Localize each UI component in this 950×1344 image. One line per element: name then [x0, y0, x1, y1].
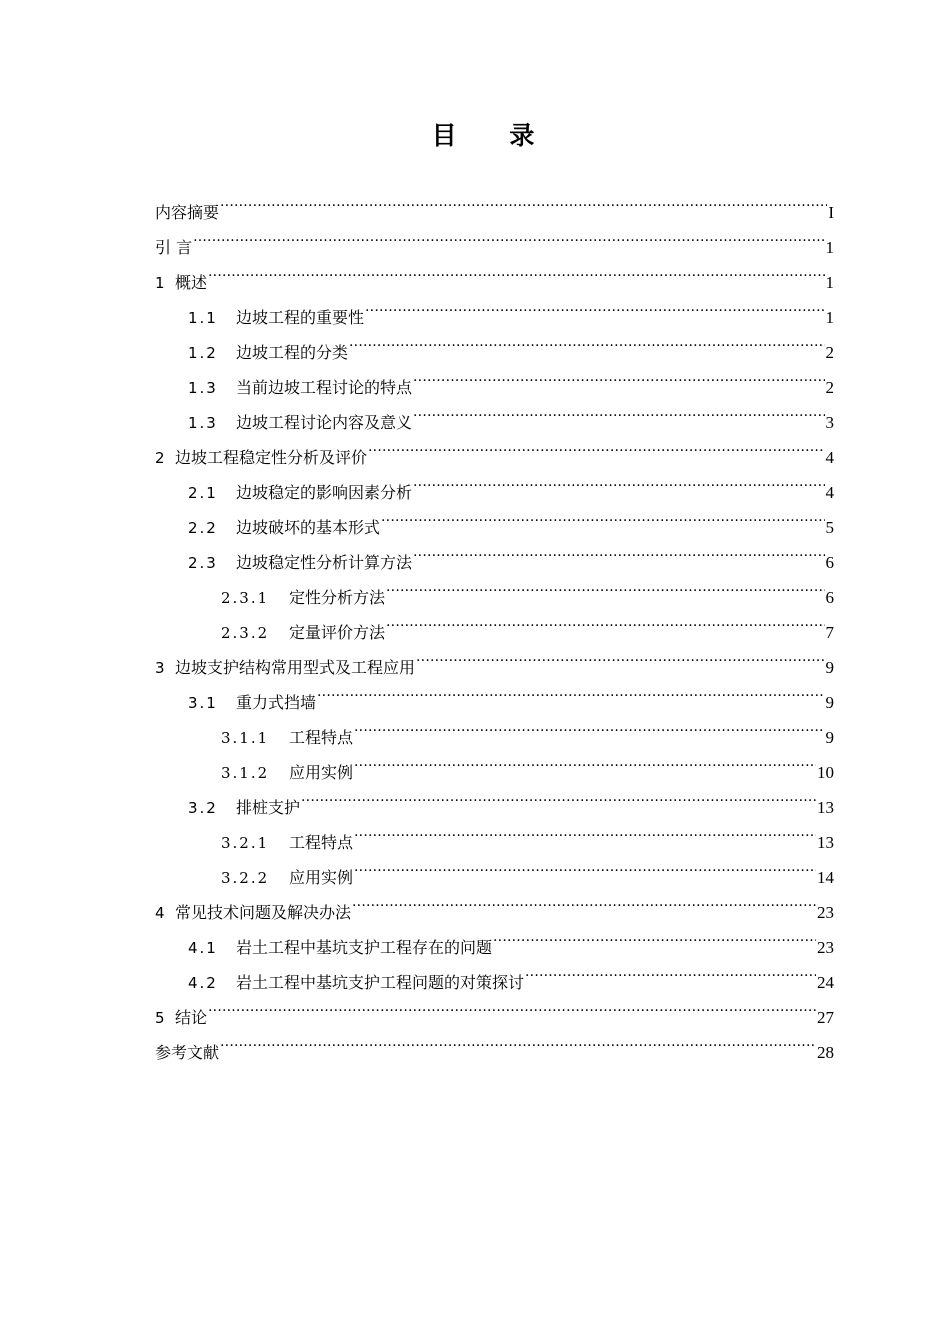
toc-entry-title: 概述 — [175, 273, 208, 292]
toc-entry-number: 1.1 — [188, 309, 218, 327]
toc-dot-leader — [413, 358, 824, 393]
toc-dot-leader — [354, 743, 816, 778]
toc-dot-leader — [352, 883, 816, 918]
toc-dot-leader — [220, 1023, 816, 1058]
toc-entry-1[interactable] — [155, 183, 834, 222]
toc-entry-title: 当前边坡工程讨论的特点 — [236, 378, 413, 397]
toc-entry-page: 6 — [825, 553, 834, 572]
toc-entry-number: 4.1 — [188, 939, 218, 957]
toc-dot-leader — [416, 638, 824, 673]
toc-entry-3[interactable] — [155, 253, 834, 292]
toc-entry-number: 2.2 — [188, 519, 218, 537]
toc-entry-number: 1.3 — [188, 379, 218, 397]
toc-entry-number: 3 — [155, 659, 167, 677]
toc-entry-title: 应用实例 — [289, 868, 354, 887]
toc-entry-title: 边坡工程的重要性 — [236, 308, 365, 327]
toc-entry-number: 3.2.1 — [221, 834, 270, 852]
toc-entry-title: 定性分析方法 — [289, 588, 386, 607]
toc-dot-leader — [381, 498, 824, 533]
toc-dot-leader — [354, 708, 824, 743]
toc-dot-leader — [354, 813, 816, 848]
toc-dot-leader — [368, 428, 824, 463]
toc-dot-leader — [301, 778, 816, 813]
toc-entry-24[interactable] — [155, 988, 834, 1027]
toc-entry-title: 重力式挡墙 — [236, 693, 317, 712]
toc-entry-page: 23 — [817, 903, 834, 922]
toc-dot-leader — [349, 323, 824, 358]
toc-entry-page: 7 — [825, 623, 834, 642]
toc-entry-4[interactable] — [155, 288, 834, 327]
toc-entry-page: 27 — [817, 1008, 834, 1027]
toc-entry-page: 1 — [825, 273, 834, 292]
toc-entry-page: 4 — [825, 483, 834, 502]
toc-entry-number: 2.3.1 — [221, 589, 270, 607]
toc-entry-page: 9 — [825, 658, 834, 677]
toc-dot-leader — [354, 848, 816, 883]
toc-entry-page: 28 — [817, 1043, 834, 1062]
toc-entry-title: 工程特点 — [289, 833, 354, 852]
toc-entry-page: 3 — [825, 413, 834, 432]
toc-dot-leader — [413, 533, 824, 568]
toc-entry-title: 结论 — [175, 1008, 208, 1027]
toc-entry-page: 14 — [817, 868, 834, 887]
toc-entry-number: 2 — [155, 449, 167, 467]
toc-entry-page: I — [828, 203, 834, 222]
toc-entry-25[interactable] — [155, 1023, 834, 1062]
toc-dot-leader — [386, 603, 824, 638]
toc-dot-leader — [220, 183, 827, 218]
toc-entry-title: 边坡工程讨论内容及意义 — [236, 413, 413, 432]
toc-dot-leader — [493, 918, 816, 953]
toc-entry-page: 9 — [825, 728, 834, 747]
toc-entry-title: 边坡工程的分类 — [236, 343, 349, 362]
toc-entry-number: 1 — [155, 274, 167, 292]
page-title: 目 录 — [431, 121, 557, 150]
toc-entry-title: 引 言 — [155, 238, 193, 257]
toc-entry-title: 边坡工程稳定性分析及评价 — [175, 448, 368, 467]
toc-dot-leader — [386, 568, 824, 603]
toc-entry-title: 边坡支护结构常用型式及工程应用 — [175, 658, 416, 677]
toc-entry-page: 24 — [817, 973, 834, 992]
toc-entry-page: 2 — [825, 378, 834, 397]
toc-entry-page: 13 — [817, 833, 834, 852]
toc-entry-page: 9 — [825, 693, 834, 712]
table-of-contents — [155, 183, 834, 1062]
toc-entry-number: 2.1 — [188, 484, 218, 502]
toc-entry-number: 3.2 — [188, 799, 218, 817]
toc-entry-number: 1.3 — [188, 414, 218, 432]
toc-dot-leader — [193, 218, 824, 253]
toc-entry-2[interactable] — [155, 218, 834, 257]
toc-entry-page: 2 — [825, 343, 834, 362]
toc-dot-leader — [413, 393, 824, 428]
toc-entry-title: 边坡破坏的基本形式 — [236, 518, 381, 537]
toc-entry-title: 参考文献 — [155, 1043, 220, 1062]
toc-entry-title: 应用实例 — [289, 763, 354, 782]
toc-dot-leader — [365, 288, 824, 323]
toc-entry-page: 1 — [825, 308, 834, 327]
toc-dot-leader — [208, 253, 824, 288]
toc-dot-leader — [525, 953, 816, 988]
toc-dot-leader — [413, 463, 824, 498]
toc-entry-title: 岩土工程中基坑支护工程问题的对策探讨 — [236, 973, 525, 992]
toc-entry-page: 6 — [825, 588, 834, 607]
toc-entry-number: 5 — [155, 1009, 167, 1027]
toc-entry-page: 1 — [825, 238, 834, 257]
toc-entry-title: 边坡稳定性分析计算方法 — [236, 553, 413, 572]
toc-entry-title: 内容摘要 — [155, 203, 220, 222]
toc-entry-title: 岩土工程中基坑支护工程存在的问题 — [236, 938, 493, 957]
toc-entry-page: 10 — [817, 763, 834, 782]
toc-dot-leader — [317, 673, 824, 708]
toc-entry-number: 3.2.2 — [221, 869, 270, 887]
toc-entry-number: 3.1.2 — [221, 764, 270, 782]
toc-entry-page: 4 — [825, 448, 834, 467]
toc-entry-page: 23 — [817, 938, 834, 957]
toc-entry-number: 3.1 — [188, 694, 218, 712]
toc-entry-title: 边坡稳定的影响因素分析 — [236, 483, 413, 502]
toc-entry-number: 2.3.2 — [221, 624, 270, 642]
toc-entry-title: 工程特点 — [289, 728, 354, 747]
toc-dot-leader — [208, 988, 816, 1023]
toc-entry-page: 5 — [825, 518, 834, 537]
toc-entry-title: 排桩支护 — [236, 798, 301, 817]
toc-entry-number: 3.1.1 — [221, 729, 270, 747]
toc-entry-number: 4.2 — [188, 974, 218, 992]
toc-entry-title: 定量评价方法 — [289, 623, 386, 642]
toc-entry-title: 常见技术问题及解决办法 — [175, 903, 352, 922]
toc-entry-number: 2.3 — [188, 554, 218, 572]
toc-entry-number: 4 — [155, 904, 167, 922]
toc-entry-page: 13 — [817, 798, 834, 817]
toc-entry-number: 1.2 — [188, 344, 218, 362]
